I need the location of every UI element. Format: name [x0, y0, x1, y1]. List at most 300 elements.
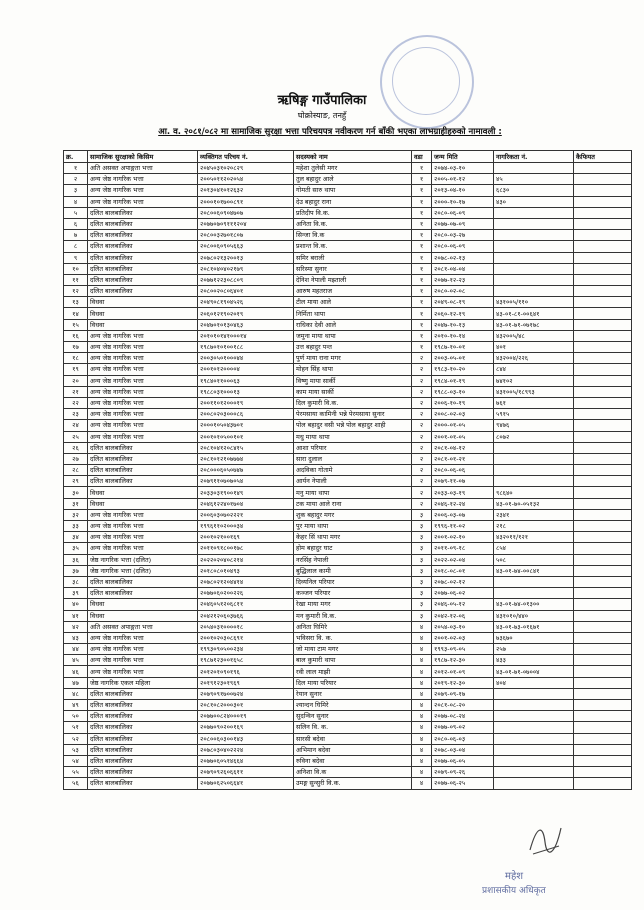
table-cell: दलित बालबालिका [88, 755, 198, 766]
table-cell: ५१ [64, 722, 88, 733]
table-cell [574, 498, 632, 509]
table-cell [574, 554, 632, 565]
table-cell: २०७९-०९-१७ [432, 688, 494, 699]
table-cell: जेष्ठ नागरिक भत्ता (दलित) [88, 565, 198, 576]
table-cell [574, 688, 632, 699]
table-cell: २० [64, 375, 88, 386]
table-cell: दलित बालबालिका [88, 263, 198, 274]
table-cell: ७ [64, 230, 88, 241]
table-cell: दलित बालबालिका [88, 588, 198, 599]
table-header-row [64, 151, 632, 163]
table-cell [574, 353, 632, 364]
table-cell: दलित बालबालिका [88, 230, 198, 241]
table-row [64, 521, 632, 532]
table-cell: २ [412, 476, 432, 487]
table-cell: सुदन्विन सुनार [294, 711, 412, 722]
table-cell [574, 543, 632, 554]
table-cell: ४१ [64, 610, 88, 621]
table-cell: २ [412, 409, 432, 420]
table-cell: २००५०११२०२०५४ [198, 174, 294, 185]
table-cell: २०१२-०१-०९ [432, 666, 494, 677]
table-cell [494, 230, 574, 241]
table-row [64, 509, 632, 520]
table-cell: केहर सिं थापा मगर [294, 532, 412, 543]
table-cell: २३४१ [494, 509, 574, 520]
table-cell [494, 286, 574, 297]
table-cell: अन्य जेष्ठ नागरिक भत्ता [88, 409, 198, 420]
table-cell: २०८१०१२१०७७७४ [198, 453, 294, 464]
table-cell [574, 722, 632, 733]
table-cell [494, 722, 574, 733]
table-cell: ४ [412, 767, 432, 778]
table-cell [574, 218, 632, 229]
table-cell: १९८३-१०-२० [432, 364, 494, 375]
table-cell: देनिश नेपाली मझ्ताली [294, 274, 412, 285]
table-cell: टील माया आले [294, 297, 412, 308]
beneficiary-table [63, 150, 632, 790]
table-cell: २००६-०३-०७ [432, 509, 494, 520]
table-cell: २०२२-०२-०४ [432, 554, 494, 565]
table-cell: दलित बालबालिका [88, 700, 198, 711]
table-cell: २ [412, 353, 432, 364]
table-cell [574, 744, 632, 755]
table-row [64, 755, 632, 766]
table-row [64, 207, 632, 218]
table-cell: २०७७-०६-०२ [432, 588, 494, 599]
table-cell [574, 655, 632, 666]
table-cell: अन्य जेष्ठ नागरिक भत्ता [88, 509, 198, 520]
table-cell: २१ [64, 386, 88, 397]
table-cell: ३ [412, 543, 432, 554]
table-cell [494, 733, 574, 744]
page-subtitle: घोक्रोस्याङ, तनहुँ [297, 111, 347, 120]
table-cell: २०८१-०८-२० [432, 700, 494, 711]
table-row [64, 700, 632, 711]
table-cell: ४३-०१-७१-०७००४ [494, 666, 574, 677]
table-cell: १९८८०३१०००१३ [198, 386, 294, 397]
table-cell: १९८७०१०१००१८८ [198, 342, 294, 353]
table-cell [574, 319, 632, 330]
table-cell [494, 778, 574, 789]
table-cell: १ [412, 252, 432, 263]
table-cell [494, 241, 574, 252]
table-cell: २०००१०१७००८९१ [198, 196, 294, 207]
table-cell: २ [412, 386, 432, 397]
table-cell: ४ [64, 196, 88, 207]
table-cell: दलित बालबालिका [88, 744, 198, 755]
table-cell: ४ [412, 700, 432, 711]
table-cell: दलित बालबालिका [88, 252, 198, 263]
table-cell: अन्य जेष्ठ नागरिक भत्ता [88, 342, 198, 353]
table-cell [574, 599, 632, 610]
table-cell: बाल कुमारी थापा [294, 655, 412, 666]
table-cell [574, 666, 632, 677]
table-cell: ३ [412, 532, 432, 543]
table-cell: २०८०-०६-०३ [432, 733, 494, 744]
table-row [64, 364, 632, 375]
table-cell: १९८८-०३-१० [432, 386, 494, 397]
table-cell: २०७८-०२-१२ [432, 576, 494, 587]
table-cell: २०७७-०७-०९ [432, 218, 494, 229]
table-row [64, 677, 632, 688]
table-cell [574, 252, 632, 263]
table-cell: ४ [412, 733, 432, 744]
table-cell [574, 442, 632, 453]
table-cell: २०८१०४१२०८४१५ [198, 442, 294, 453]
table-cell: १ [412, 263, 432, 274]
table-cell: अन्य जेष्ठ नागरिक भत्ता [88, 185, 198, 196]
column-header: सामाजिक सुरक्षाको किसिम [88, 151, 198, 163]
table-cell: १ [412, 319, 432, 330]
table-cell: ४२ [64, 621, 88, 632]
table-cell: समिर बराली [294, 252, 412, 263]
table-cell: ११ [64, 274, 88, 285]
table-cell: १ [412, 308, 432, 319]
table-cell [574, 241, 632, 252]
table-cell: ४३२००५/४८ [494, 330, 574, 341]
table-cell: श्यान्दन घिमिरे [294, 700, 412, 711]
table-cell: २०३३०३१९००१४९ [198, 487, 294, 498]
table-cell [494, 476, 574, 487]
table-row [64, 733, 632, 744]
table-cell: ४ [412, 722, 432, 733]
table-cell: ४ [412, 632, 432, 643]
table-cell: २०७७००८२४०००१९ [198, 711, 294, 722]
table-cell: २०४६०५१२०६८११ [198, 599, 294, 610]
table-cell: ९ [64, 252, 88, 263]
table-row [64, 263, 632, 274]
table-cell: ५२ [64, 733, 88, 744]
table-cell: २०४६-०५-१२ [432, 599, 494, 610]
table-cell: आर्यन नेपाली [294, 476, 412, 487]
table-cell [574, 263, 632, 274]
table-cell: दलित बालबालिका [88, 711, 198, 722]
table-cell [494, 700, 574, 711]
table-cell: मोहन सिंह थापा [294, 364, 412, 375]
table-cell: अन्य जेष्ठ नागरिक भत्ता [88, 666, 198, 677]
table-cell: अन्य जेष्ठ नागरिक भत्ता [88, 632, 198, 643]
table-cell: विष्णु माया सार्की [294, 375, 412, 386]
signatory-title: प्रशासकीय अधिकृत [482, 886, 546, 896]
table-cell: २०८०-०६-०९ [432, 207, 494, 218]
table-cell [574, 163, 632, 174]
table-cell [574, 364, 632, 375]
table-row [64, 610, 632, 621]
table-cell: गोमती सारु थापा [294, 185, 412, 196]
table-cell: २०७९-११-०७ [432, 476, 494, 487]
table-cell: ४ [412, 711, 432, 722]
table-cell: २०७८०२१२०४४१४ [198, 576, 294, 587]
table-cell: १३ [64, 297, 88, 308]
table-cell: १ [412, 218, 432, 229]
table-cell: २०१३-०४-१० [432, 185, 494, 196]
table-cell: रेखा माया मगर [294, 599, 412, 610]
table-cell: ३ [64, 185, 88, 196]
table-cell: अन्य जेष्ठ नागरिक भत्ता [88, 644, 198, 655]
table-cell: रेयान सुनार [294, 688, 412, 699]
table-cell: २०७७-०६-०५ [432, 755, 494, 766]
table-cell [574, 532, 632, 543]
table-cell: २ [412, 431, 432, 442]
table-cell: २०८१-०४-१२ [432, 442, 494, 453]
table-cell: दलित बालबालिका [88, 453, 198, 464]
table-cell: २०५४-०३-१० [432, 621, 494, 632]
table-cell [574, 174, 632, 185]
table-row [64, 319, 632, 330]
table-cell [494, 218, 574, 229]
table-cell: १९९६-११-०२ [432, 521, 494, 532]
table-cell: २०११०९१८००१७८ [198, 543, 294, 554]
table-cell: अन्य जेष्ठ नागरिक भत्ता [88, 655, 198, 666]
table-row [64, 286, 632, 297]
table-row [64, 386, 632, 397]
table-row [64, 409, 632, 420]
table-cell: पोल बहादुर वसी भन्ने पोल बहादुर शाही [294, 420, 412, 431]
table-cell: २ [412, 420, 432, 431]
table-cell: ५६ [64, 778, 88, 789]
table-cell: ७४१०२ [494, 375, 574, 386]
table-row [64, 453, 632, 464]
table-cell: १४ [64, 308, 88, 319]
table-cell [494, 744, 574, 755]
table-cell: २४ [64, 420, 88, 431]
column-header: नागरिकता नं. [494, 151, 574, 163]
table-cell: २०४७-१०-१३ [432, 319, 494, 330]
table-row [64, 397, 632, 408]
table-cell: आशा परियार [294, 442, 412, 453]
table-cell [494, 207, 574, 218]
table-cell: १ [412, 286, 432, 297]
table-row [64, 666, 632, 677]
column-header: सदस्यको नाम [294, 151, 412, 163]
table-cell: सारा दुलाल [294, 453, 412, 464]
table-cell: २३ [64, 409, 88, 420]
table-cell: ९४७६ [494, 420, 574, 431]
table-cell: ४ [412, 644, 432, 655]
table-cell: ३२ [64, 509, 88, 520]
table-cell: २०००-१०-१७ [432, 196, 494, 207]
table-cell [574, 509, 632, 520]
table-cell: २०७७-१२-२३ [432, 274, 494, 285]
table-cell: १९८७१२३००१६५८ [198, 655, 294, 666]
table-cell: दलित बालबालिका [88, 442, 198, 453]
table-cell: २२ [64, 397, 88, 408]
table-row [64, 621, 632, 632]
table-row [64, 722, 632, 733]
table-cell: १७ [64, 342, 88, 353]
table-cell: २०८१०४०४०२१७९ [198, 263, 294, 274]
table-cell: २०२२०२०४०८२१४ [198, 554, 294, 565]
table-cell: २००८-०२-०३ [432, 409, 494, 420]
table-cell: दलित बालबालिका [88, 241, 198, 252]
table-cell: २०८१-०१-२१ [432, 453, 494, 464]
table-cell: २०८००२०८०६४०१ [198, 286, 294, 297]
table-cell: २०७९-०९-२६ [432, 767, 494, 778]
table-cell: २५७ [494, 644, 574, 655]
table-row [64, 297, 632, 308]
table-cell [494, 163, 574, 174]
table-row [64, 308, 632, 319]
table-cell: १ [412, 207, 432, 218]
table-row [64, 778, 632, 789]
table-cell: ५४ [64, 755, 88, 766]
table-row [64, 711, 632, 722]
table-cell: २०००-०१-०५ [432, 420, 494, 431]
table-cell: ४३० [494, 196, 574, 207]
table-row [64, 632, 632, 643]
table-cell: दलित बालबालिका [88, 722, 198, 733]
table-cell: ४३-०१-७४-००८४१ [494, 565, 574, 576]
table-cell [494, 274, 574, 285]
table-cell: २०१९-१२-३० [432, 677, 494, 688]
table-cell: २०४९-०८-१९ [432, 297, 494, 308]
table-cell [494, 588, 574, 599]
table-cell: २००५-०१-१२ [432, 174, 494, 185]
table-cell: २६ [64, 442, 88, 453]
table-cell [574, 297, 632, 308]
table-cell [574, 733, 632, 744]
table-row [64, 342, 632, 353]
page-title: ऋषिङ्ग गाउँपालिका [277, 93, 367, 108]
table-cell: विधवा [88, 498, 198, 509]
table-cell: २०७७०६२५०६६४१ [198, 778, 294, 789]
table-cell: १९८७-१२-३० [432, 655, 494, 666]
signatory-name: महेश [505, 871, 524, 882]
table-cell: ४३-०१-७३-०१६७१ [494, 621, 574, 632]
table-cell [494, 755, 574, 766]
table-cell: प्रशान्त वि.क. [294, 241, 412, 252]
table-cell: २००६०३०७०२२२१ [198, 509, 294, 520]
table-cell: अन्य जेष्ठ नागरिक भत्ता [88, 386, 198, 397]
table-cell: ४९ [64, 700, 88, 711]
table-cell [574, 375, 632, 386]
table-cell [494, 442, 574, 453]
table-cell [494, 465, 574, 476]
table-row [64, 767, 632, 778]
table-cell: २००३०५०१०००४४ [198, 353, 294, 364]
table-row [64, 218, 632, 229]
table-cell: १ [412, 297, 432, 308]
table-cell: दलित बालबालिका [88, 576, 198, 587]
table-cell: २०८००६०३००१४३ [198, 733, 294, 744]
table-cell: २०७७०६०२००२२६ [198, 588, 294, 599]
table-cell: ५३ [64, 744, 88, 755]
table-row [64, 487, 632, 498]
table-cell: १ [412, 230, 432, 241]
table-cell: दलित बालबालिका [88, 778, 198, 789]
table-cell: पुर माया थापा [294, 521, 412, 532]
table-cell: १९ [64, 364, 88, 375]
table-cell [494, 576, 574, 587]
table-row [64, 174, 632, 185]
table-cell: अन्य जेष्ठ नागरिक भत्ता [88, 532, 198, 543]
table-row [64, 576, 632, 587]
table-row [64, 744, 632, 755]
table-cell: अन्य जेष्ठ नागरिक भत्ता [88, 330, 198, 341]
table-cell: २ [64, 174, 88, 185]
table-cell: दलित बालबालिका [88, 767, 198, 778]
table-cell [574, 621, 632, 632]
table-row [64, 241, 632, 252]
table-cell: ९८६४० [494, 487, 574, 498]
table-cell: रुविना बदेवा [294, 755, 412, 766]
table-cell: ७३६७० [494, 632, 574, 643]
table-cell: ६८३० [494, 185, 574, 196]
table-cell: ६ [64, 218, 88, 229]
table-cell: देउ बहादुर राना [294, 196, 412, 207]
table-cell [574, 453, 632, 464]
table-body [64, 163, 632, 790]
table-cell: २०७८-०३-०४ [432, 744, 494, 755]
table-cell: तुल बहादुर आले [294, 174, 412, 185]
column-header: वडा [412, 151, 432, 163]
table-cell: १६ [64, 330, 88, 341]
table-cell [574, 755, 632, 766]
table-cell: दलित बालबालिका [88, 465, 198, 476]
table-cell: सिन्जा वि.क [294, 230, 412, 241]
table-cell: ८५४ [494, 543, 574, 554]
table-cell: ५५ [64, 767, 88, 778]
table-cell: ४०४ [494, 677, 574, 688]
table-cell: २०१९१२३०१९६९ [198, 677, 294, 688]
table-cell: विधवा [88, 599, 198, 610]
table-cell: ३ [412, 610, 432, 621]
table-cell: २८ [64, 465, 88, 476]
table-cell: जमुना माया थापा [294, 330, 412, 341]
table-row [64, 420, 632, 431]
table-cell: ३ [412, 565, 432, 576]
table-cell: ३३ [64, 521, 88, 532]
table-cell: २०८०-०६-०६ [432, 465, 494, 476]
table-cell [574, 644, 632, 655]
table-cell: ३१ [64, 498, 88, 509]
table-cell: दलित बालबालिका [88, 733, 198, 744]
table-cell: १० [64, 263, 88, 274]
table-cell [574, 588, 632, 599]
table-cell: २०४५०३१०२०८२९ [198, 163, 294, 174]
table-cell [494, 453, 574, 464]
table-cell: २००१-०२-१० [432, 532, 494, 543]
table-cell: मन कुमारी वि.क. [294, 610, 412, 621]
table-cell: ५०८ [494, 554, 574, 565]
table-cell: ३० [64, 487, 88, 498]
table-row [64, 230, 632, 241]
table-cell: शुक बहादुर मगर [294, 509, 412, 520]
table-row [64, 644, 632, 655]
table-cell [574, 700, 632, 711]
table-cell: अनिशा वि.क [294, 767, 412, 778]
table-cell [574, 431, 632, 442]
table-cell: ४ [412, 688, 432, 699]
table-cell: ५० [64, 711, 88, 722]
table-cell: २०७७-०६-२५ [432, 778, 494, 789]
table-cell: २ [412, 442, 432, 453]
table-cell: २०८००३२७०१८०७ [198, 230, 294, 241]
table-cell [574, 465, 632, 476]
table-cell: २०१३०४१०१२६३२ [198, 185, 294, 196]
table-cell: दलित बालबालिका [88, 218, 198, 229]
table-cell [574, 487, 632, 498]
table-cell: १२ [64, 286, 88, 297]
table-cell: १५ [64, 319, 88, 330]
table-cell [574, 610, 632, 621]
table-cell: ४३१००५/११० [494, 297, 574, 308]
column-header: व्यक्तिगत परिचय नं. [198, 151, 294, 163]
table-cell: १९९३-०९-०५ [432, 644, 494, 655]
table-cell: दलित बालबालिका [88, 688, 198, 699]
table-cell: ५ [64, 207, 88, 218]
table-cell: विधवा [88, 319, 198, 330]
